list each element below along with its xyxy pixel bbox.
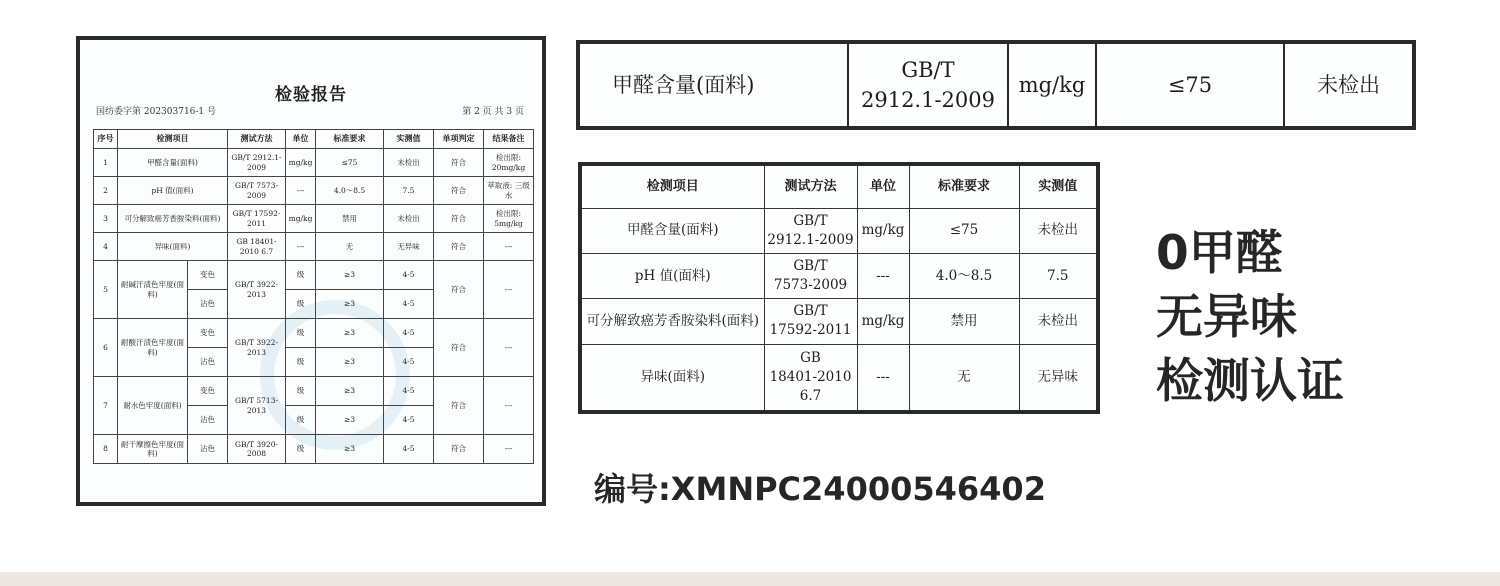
test-method-cell <box>764 344 857 410</box>
test-method-cell: GB/T 7573-2009 <box>228 177 286 205</box>
sub-item-cell: 变色 <box>188 261 228 290</box>
results-header-row <box>582 166 1096 208</box>
sub-item-cell: 沾色 <box>188 406 228 435</box>
test-item-cell: pH 值(面料) <box>118 177 228 205</box>
table-row <box>582 208 1096 253</box>
row-number-cell: 4 <box>94 233 118 261</box>
standard-cell: 无 <box>909 344 1019 410</box>
judgement-cell: 符合 <box>434 233 484 261</box>
test-method-cell: GB/T 2912.1-2009 <box>228 149 286 177</box>
result-cell: 无异味 <box>384 233 434 261</box>
method-line: 2912.1-2009 <box>767 231 854 248</box>
method-line: GB <box>800 349 821 366</box>
result-cell: 4-5 <box>384 435 434 464</box>
standard-cell: ≤75 <box>909 208 1019 253</box>
test-item-cell: 甲醛含量(面料) <box>612 73 755 97</box>
test-item-cell: 耐干摩擦色牢度(面料) <box>118 435 188 464</box>
sub-item-cell: 变色 <box>188 319 228 348</box>
judgement-cell: 符合 <box>434 261 484 319</box>
header-item: 检测项目 <box>582 166 764 208</box>
header-value: 实测值 <box>1019 166 1096 208</box>
result-cell: 7.5 <box>1019 253 1096 298</box>
test-item-cell: 可分解致癌芳香胺染料(面料) <box>118 205 228 233</box>
unit-cell: --- <box>857 344 909 410</box>
test-method-cell: GB/T 3922-2013 <box>228 261 286 319</box>
unit-cell: 级 <box>286 261 316 290</box>
standard-cell: 禁用 <box>316 205 384 233</box>
method-line: GB/T <box>793 258 828 275</box>
unit-cell: --- <box>286 177 316 205</box>
row-number-cell: 6 <box>94 319 118 377</box>
unit-cell: mg/kg <box>857 208 909 253</box>
method-line: GB/T <box>793 212 828 229</box>
result-cell: 未检出 <box>1019 208 1096 253</box>
result-cell: 无异味 <box>1019 344 1096 410</box>
note-cell: 萃取液: 三级水 <box>484 177 534 205</box>
header-method: 测试方法 <box>228 130 286 149</box>
test-item-cell: 可分解致癌芳香胺染料(面料) <box>582 299 764 344</box>
test-method-cell: GB/T 3922-2013 <box>228 319 286 377</box>
method-line: GB/T <box>901 58 955 82</box>
note-cell: --- <box>484 377 534 435</box>
test-method-cell <box>764 253 857 298</box>
result-cell: 4-5 <box>384 348 434 377</box>
result-cell: 未检出 <box>384 149 434 177</box>
table-row <box>582 344 1096 410</box>
test-item-cell: 甲醛含量(面料) <box>582 208 764 253</box>
bottom-divider <box>0 572 1500 586</box>
result-cell: 4-5 <box>384 377 434 406</box>
test-method-cell: GB 18401-2010 6.7 <box>228 233 286 261</box>
unit-cell: --- <box>286 233 316 261</box>
method-line: 7573-2009 <box>773 277 848 294</box>
unit-cell: 级 <box>286 377 316 406</box>
unit-cell: 级 <box>286 435 316 464</box>
row-number-cell: 2 <box>94 177 118 205</box>
method-line: GB/T <box>793 303 828 320</box>
formaldehyde-highlight-row <box>576 40 1416 130</box>
slogan-line: 无异味 <box>1156 290 1297 345</box>
standard-cell: ≥3 <box>316 435 384 464</box>
header-method: 测试方法 <box>764 166 857 208</box>
table-row <box>94 435 534 464</box>
test-method-cell <box>848 44 1008 126</box>
table-row <box>94 233 534 261</box>
unit-cell: 级 <box>286 348 316 377</box>
header-judgement: 单项判定 <box>434 130 484 149</box>
method-line: 6.7 <box>799 387 822 404</box>
judgement-cell: 符合 <box>434 435 484 464</box>
table-row <box>94 205 534 233</box>
table-row <box>94 319 534 348</box>
header-no: 序号 <box>94 130 118 149</box>
slogan-line: 0甲醛 <box>1156 226 1283 281</box>
row-number-cell: 7 <box>94 377 118 435</box>
result-cell: 7.5 <box>384 177 434 205</box>
result-cell: 未检出 <box>1019 299 1096 344</box>
table-row <box>94 177 534 205</box>
result-cell: 4-5 <box>384 406 434 435</box>
sub-item-cell: 沾色 <box>188 435 228 464</box>
note-cell: --- <box>484 233 534 261</box>
test-method-cell <box>764 208 857 253</box>
method-line: 2912.1-2009 <box>860 88 996 112</box>
test-results-excerpt <box>578 162 1100 414</box>
table-row <box>94 149 534 177</box>
header-unit: 单位 <box>286 130 316 149</box>
header-item: 检测项目 <box>118 130 228 149</box>
results-table <box>582 166 1096 410</box>
judgement-cell: 符合 <box>434 177 484 205</box>
standard-cell: ≤75 <box>316 149 384 177</box>
table-row <box>94 377 534 406</box>
row-number-cell: 5 <box>94 261 118 319</box>
standard-cell: ≥3 <box>316 261 384 290</box>
note-cell: --- <box>484 435 534 464</box>
judgement-cell: 符合 <box>434 149 484 177</box>
test-item-cell: 耐酸汗渍色牢度(面料) <box>118 319 188 377</box>
result-cell: 4-5 <box>384 290 434 319</box>
test-item-cell: 异味(面料) <box>582 344 764 410</box>
certificate-number: 编号:XMNPC24000546402 <box>594 470 1046 508</box>
standard-cell: ≤75 <box>1096 44 1284 126</box>
test-item-cell: 耐水色牢度(面料) <box>118 377 188 435</box>
note-cell: 检出限: 20mg/kg <box>484 149 534 177</box>
header-standard: 标准要求 <box>909 166 1019 208</box>
test-method-cell: GB/T 17592-2011 <box>228 205 286 233</box>
test-item-cell: 甲醛含量(面料) <box>118 149 228 177</box>
report-table <box>93 129 534 464</box>
test-item-cell: 耐碱汗渍色牢度(面料) <box>118 261 188 319</box>
table-row <box>582 299 1096 344</box>
unit-cell: 级 <box>286 319 316 348</box>
note-cell: 检出限: 5mg/kg <box>484 205 534 233</box>
test-item-cell: pH 值(面料) <box>582 253 764 298</box>
test-method-cell: GB/T 3920-2008 <box>228 435 286 464</box>
standard-cell: ≥3 <box>316 290 384 319</box>
standard-cell: 4.0～8.5 <box>316 177 384 205</box>
unit-cell: mg/kg <box>857 299 909 344</box>
unit-cell: 级 <box>286 290 316 319</box>
report-header-row <box>94 130 534 149</box>
table-row <box>580 44 1412 126</box>
header-note: 结果备注 <box>484 130 534 149</box>
report-title: 检验报告 <box>275 85 347 105</box>
table-row <box>94 261 534 290</box>
standard-cell: 4.0～8.5 <box>909 253 1019 298</box>
report-page-indicator: 第 2 页 共 3 页 <box>462 107 524 117</box>
unit-cell: mg/kg <box>286 149 316 177</box>
result-cell: 4-5 <box>384 261 434 290</box>
header-value: 实测值 <box>384 130 434 149</box>
unit-cell: mg/kg <box>286 205 316 233</box>
sub-item-cell: 沾色 <box>188 290 228 319</box>
sub-item-cell: 沾色 <box>188 348 228 377</box>
judgement-cell: 符合 <box>434 377 484 435</box>
judgement-cell: 符合 <box>434 319 484 377</box>
slogan-line: 检测认证 <box>1156 354 1344 409</box>
standard-cell: ≥3 <box>316 406 384 435</box>
header-unit: 单位 <box>857 166 909 208</box>
table-row <box>582 253 1096 298</box>
unit-cell: mg/kg <box>1008 44 1096 126</box>
standard-cell: ≥3 <box>316 319 384 348</box>
standard-cell: ≥3 <box>316 348 384 377</box>
header-standard: 标准要求 <box>316 130 384 149</box>
slogan-block <box>1156 222 1344 414</box>
method-line: 17592-2011 <box>769 322 852 339</box>
result-cell: 未检出 <box>1284 44 1412 126</box>
row-number-cell: 1 <box>94 149 118 177</box>
standard-cell: 禁用 <box>909 299 1019 344</box>
note-cell: --- <box>484 319 534 377</box>
result-cell: 未检出 <box>384 205 434 233</box>
standard-cell: 无 <box>316 233 384 261</box>
test-method-cell <box>764 299 857 344</box>
unit-cell: --- <box>857 253 909 298</box>
method-line: 18401-2010 <box>769 368 852 385</box>
judgement-cell: 符合 <box>434 205 484 233</box>
test-method-cell: GB/T 5713-2013 <box>228 377 286 435</box>
report-reference-number: 国纺委字第 202303716-1 号 <box>96 107 217 117</box>
sub-item-cell: 变色 <box>188 377 228 406</box>
standard-cell: ≥3 <box>316 377 384 406</box>
row-number-cell: 3 <box>94 205 118 233</box>
result-cell: 4-5 <box>384 319 434 348</box>
inspection-report-document <box>76 36 546 506</box>
formaldehyde-table <box>580 44 1412 126</box>
note-cell: --- <box>484 261 534 319</box>
unit-cell: 级 <box>286 406 316 435</box>
test-item-cell: 异味(面料) <box>118 233 228 261</box>
row-number-cell: 8 <box>94 435 118 464</box>
